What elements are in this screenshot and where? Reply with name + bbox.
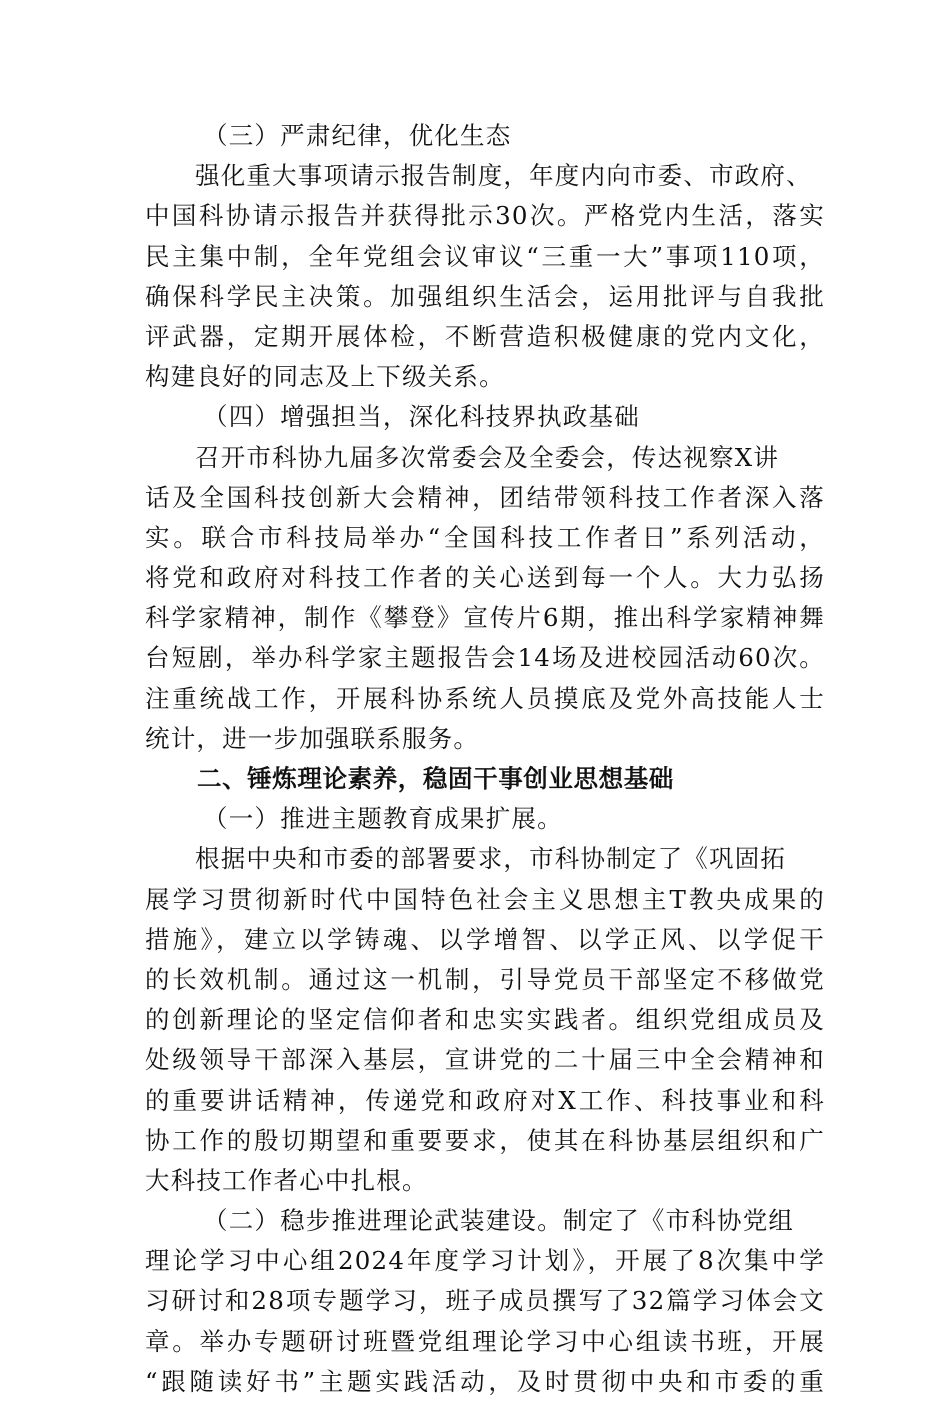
paragraph-line: 科学家精神，制作《攀登》宣传片6期，推出科学家精神舞 (145, 603, 825, 633)
document-body (145, 116, 825, 1402)
paragraph-line: 将党和政府对科技工作者的关心送到每一个人。大力弘扬 (145, 563, 825, 593)
paragraph-line: 理论学习中心组2024年度学习计划》，开展了8次集中学 (145, 1246, 825, 1276)
paragraph-line: 处级领导干部深入基层，宣讲党的二十届三中全会精神和 (145, 1045, 825, 1075)
paragraph-line: 实。联合市科技局举办“全国科技工作者日”系列活动， (145, 522, 825, 552)
paragraph-line: 的重要讲话精神，传递党和政府对X工作、科技事业和科 (145, 1085, 825, 1115)
paragraph-line: 评武器，定期开展体检，不断营造积极健康的党内文化， (145, 321, 825, 351)
paragraph-line: 章。举办专题研讨班暨党组理论学习中心组读书班，开展 (145, 1326, 825, 1356)
paragraph-line: 召开市科协九届多次常委会及全委会，传达视察X讲 (195, 442, 780, 472)
paragraph-line: 展学习贯彻新时代中国特色社会主义思想主T教央成果的 (145, 884, 825, 914)
paragraph-line: 台短剧，举办科学家主题报告会14场及进校园活动60次。 (145, 643, 825, 673)
paragraph-line: 构建良好的同志及上下级关系。 (145, 362, 505, 392)
section-heading-2-2: （二）稳步推进理论武装建设。制定了《市科协党组 (203, 1206, 795, 1236)
paragraph-line: 的长效机制。通过这一机制，引导党员干部坚定不移做党 (145, 964, 825, 994)
chapter-heading-2: 二、锤炼理论素养，稳固干事创业思想基础 (197, 764, 674, 793)
paragraph-line: 话及全国科技创新大会精神，团结带领科技工作者深入落 (145, 482, 825, 512)
paragraph-line: 的创新理论的坚定信仰者和忠实实践者。组织党组成员及 (145, 1005, 825, 1035)
section-heading-4: （四）增强担当，深化科技界执政基础 (203, 402, 640, 432)
paragraph-line: 注重统战工作，开展科协系统人员摸底及党外高技能人士 (145, 683, 825, 713)
section-heading-2-1: （一）推进主题教育成果扩展。 (203, 804, 563, 834)
paragraph-line: 协工作的殷切期望和重要要求，使其在科协基层组织和广 (145, 1125, 825, 1155)
paragraph-line: 统计，进一步加强联系服务。 (145, 723, 480, 753)
paragraph-line: 强化重大事项请示报告制度，年度内向市委、市政府、 (195, 161, 812, 191)
paragraph-line: 习研讨和28项专题学习，班子成员撰写了32篇学习体会文 (145, 1286, 825, 1316)
paragraph-line: 大科技工作者心中扎根。 (145, 1165, 428, 1195)
paragraph-line: 确保科学民主决策。加强组织生活会，运用批评与自我批 (145, 281, 825, 311)
paragraph-line: 中国科协请示报告并获得批示30次。严格党内生活，落实 (145, 201, 825, 231)
paragraph-line: 根据中央和市委的部署要求，市科协制定了《巩固拓 (195, 844, 787, 874)
paragraph-line: 措施》，建立以学铸魂、以学增智、以学正风、以学促干 (145, 924, 825, 954)
paragraph-line: “跟随读好书”主题实践活动，及时贯彻中央和市委的重 (145, 1366, 825, 1396)
section-heading-3: （三）严肃纪律，优化生态 (203, 121, 512, 150)
paragraph-line: 民主集中制，全年党组会议审议“三重一大”事项110项， (145, 241, 825, 271)
